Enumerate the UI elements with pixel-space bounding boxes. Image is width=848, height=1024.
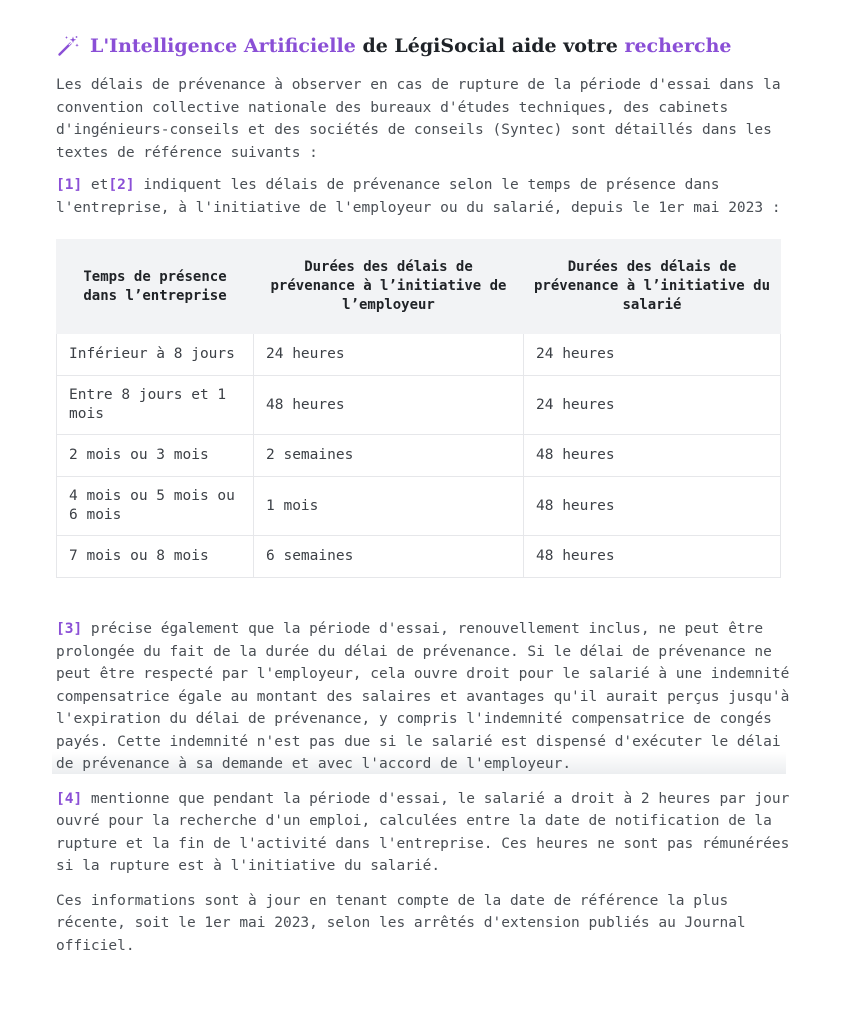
table-header-cell: Durées des délais de prévenance à l’initiative du salarié (524, 240, 781, 334)
intro-paragraph: Les délais de prévenance à observer en cas de rupture de la période d'essai dans la convention collective nationale des bureaux d'études techniques, des cabinets d'ingénieurs-conseils et des sociétés de conseils (Syntec) sont détaillés dans les textes de référence suivants : (56, 77, 781, 161)
table-header-cell: Temps de présence dans l’entreprise (57, 240, 254, 334)
ai-heading (56, 30, 796, 62)
table-row (57, 536, 781, 578)
heading-ai-label: L'Intelligence Artificielle (90, 35, 356, 57)
heading-middle: de LégiSocial aide votre (355, 35, 625, 57)
table-cell: Entre 8 jours et 1 mois (57, 376, 254, 435)
table-row (57, 376, 781, 435)
references-paragraph (56, 174, 796, 219)
table-header-row (57, 240, 781, 334)
table-cell: 1 mois (254, 477, 524, 536)
references-between: et (82, 177, 109, 193)
table-row (57, 435, 781, 477)
reference-link-4[interactable]: [4] (56, 790, 83, 807)
table-row (57, 477, 781, 536)
table-row (57, 334, 781, 376)
table-cell: 2 semaines (254, 435, 524, 477)
magic-wand-icon (56, 34, 80, 58)
references-text: indiquent les délais de prévenance selon le temps de présence dans l'entreprise, à l'initiative de l'employeur ou du salarié, depuis le 1er mai 2023 : (56, 177, 781, 216)
mention-text: mentionne que pendant la période d'essai, le salarié a droit à 2 heures par jour ouvré pour la recherche d'un emploi, calculées entre la date de notification de la rupture et la fin de l'activité dans l'entreprise. Ces heures ne sont pas rémunérées si la rupture est à l'initiative du salarié. (56, 790, 790, 874)
reference-link-3[interactable]: [3] (56, 621, 83, 637)
heading-recherche: recherche (624, 35, 732, 57)
table-cell: 7 mois ou 8 mois (57, 536, 254, 578)
table-header-cell: Durées des délais de prévenance à l’initiative de l’employeur (254, 240, 524, 334)
table-cell: 48 heures (524, 536, 781, 578)
table-cell: 48 heures (524, 435, 781, 477)
table-cell: 4 mois ou 5 mois ou 6 mois (57, 477, 254, 536)
notice-period-table (56, 239, 781, 578)
table-cell: 6 semaines (254, 536, 524, 578)
table-cell: 2 mois ou 3 mois (57, 435, 254, 477)
table-cell: 48 heures (254, 376, 524, 435)
ai-answer-panel (56, 30, 796, 957)
precision-text: précise également que la période d'essai, renouvellement inclus, ne peut être prolongée du fait de la durée du délai de prévenance. Si le délai de prévenance ne peut être respecté par l'employeur, cela ouvre droit pour le salarié à une indemnité compensatrice égale au montant des salaires et avantages qu'il aurait perçus jusqu'à l'expiration du délai de prévenance, y compris l'indemnité compensatrice de congés payés. Cette indemnité n'est pas due si le salarié est dispensé d'exécuter le délai de prévenance à sa demande et avec l'accord de l'employeur. (56, 621, 790, 772)
table-cell: 24 heures (254, 334, 524, 376)
table-cell: 24 heures (524, 376, 781, 435)
precision-paragraph (56, 618, 796, 776)
reference-link-2[interactable]: [2] (108, 177, 135, 193)
table-cell: 24 heures (524, 334, 781, 376)
mention-paragraph (56, 788, 796, 878)
table-cell: Inférieur à 8 jours (57, 334, 254, 376)
info-paragraph: Ces informations sont à jour en tenant compte de la date de référence la plus récente, soit le 1er mai 2023, selon les arrêtés d'extension publiés au Journal officiel. (56, 892, 746, 954)
table-cell: 48 heures (524, 477, 781, 536)
reference-link-1[interactable]: [1] (56, 177, 83, 193)
